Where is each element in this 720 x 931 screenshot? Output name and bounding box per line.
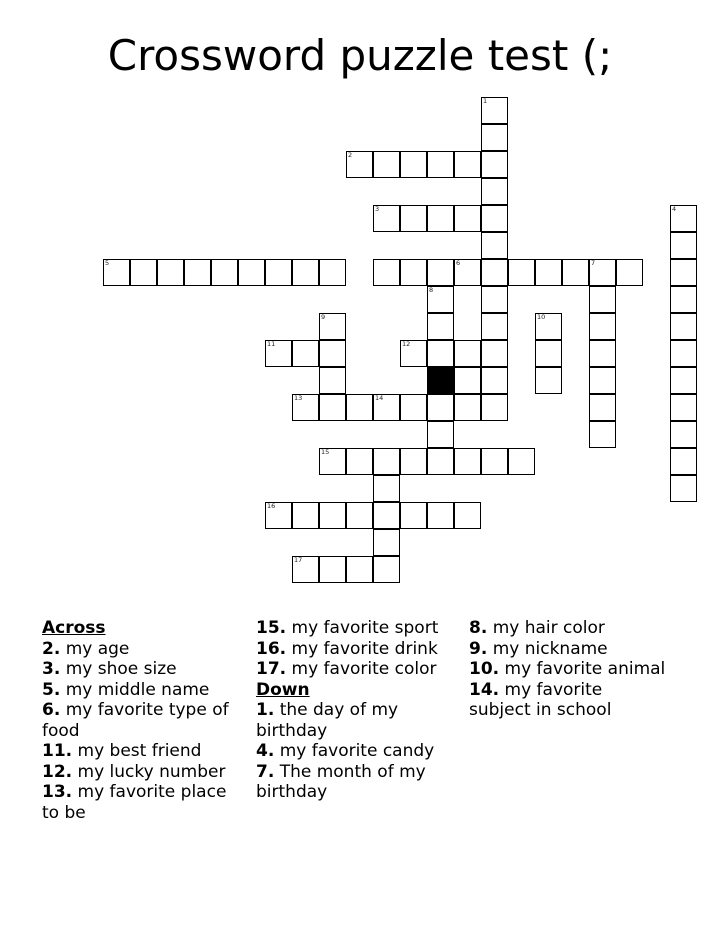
- grid-cell[interactable]: [535, 259, 562, 286]
- clue-text: my favorite color: [291, 659, 437, 679]
- grid-cell[interactable]: [454, 151, 481, 178]
- grid-cell[interactable]: [400, 448, 427, 475]
- clue-text: my shoe size: [65, 659, 177, 679]
- grid-cell[interactable]: [292, 556, 319, 583]
- grid-cell[interactable]: [670, 259, 697, 286]
- clue-number-label: 10: [537, 313, 546, 321]
- grid-cell[interactable]: [481, 448, 508, 475]
- clue-number: 11.: [42, 741, 73, 761]
- clue-number-label: 5: [105, 259, 110, 267]
- clue-number-label: 15: [321, 448, 330, 456]
- grid-cell[interactable]: [670, 421, 697, 448]
- clue-text: my favorite animal: [504, 659, 666, 679]
- grid-cell[interactable]: [400, 259, 427, 286]
- grid-cell[interactable]: [562, 259, 589, 286]
- grid-cell[interactable]: [319, 340, 346, 367]
- clue-down-1: [256, 700, 464, 741]
- grid-cell[interactable]: [265, 502, 292, 529]
- grid-cell[interactable]: [481, 259, 508, 286]
- clue-number: 6.: [42, 700, 61, 720]
- clue-down-7: [256, 762, 464, 803]
- grid-cell[interactable]: [265, 340, 292, 367]
- grid-cell[interactable]: [373, 556, 400, 583]
- grid-cell[interactable]: [454, 502, 481, 529]
- grid-cell[interactable]: [373, 502, 400, 529]
- grid-cell[interactable]: [427, 205, 454, 232]
- clue-number: 16.: [256, 638, 287, 659]
- grid-cell[interactable]: [589, 340, 616, 367]
- grid-cell[interactable]: [373, 448, 400, 475]
- grid-cell[interactable]: [319, 448, 346, 475]
- grid-cell[interactable]: [454, 340, 481, 367]
- grid-cell[interactable]: [481, 124, 508, 151]
- grid-cell[interactable]: [373, 475, 400, 502]
- grid-cell[interactable]: [427, 340, 454, 367]
- clue-number: 8.: [469, 618, 488, 638]
- clue-number: 7.: [256, 761, 275, 782]
- grid-cell[interactable]: [670, 313, 697, 340]
- clue-across-2: [42, 639, 247, 660]
- clue-number-label: 3: [375, 205, 380, 213]
- clue-number: 10.: [469, 659, 500, 679]
- clue-down-8: [469, 618, 669, 639]
- grid-cell[interactable]: [400, 502, 427, 529]
- clue-text: my favorite type of food: [42, 700, 229, 741]
- grid-cell[interactable]: [670, 286, 697, 313]
- page-title: Crossword puzzle test (;: [107, 31, 613, 80]
- clue-text: my favorite place to be: [42, 782, 227, 823]
- grid-cell[interactable]: [427, 448, 454, 475]
- grid-cell[interactable]: [319, 259, 346, 286]
- clue-down-14: [469, 680, 669, 721]
- clue-number: 15.: [256, 618, 287, 638]
- grid-cell[interactable]: [130, 259, 157, 286]
- grid-cell[interactable]: [454, 367, 481, 394]
- grid-cell[interactable]: [481, 151, 508, 178]
- grid-cell[interactable]: [319, 313, 346, 340]
- clue-column-1: [42, 618, 247, 823]
- grid-cell[interactable]: [535, 313, 562, 340]
- grid-cell[interactable]: [481, 97, 508, 124]
- grid-cell[interactable]: [481, 286, 508, 313]
- grid-cell[interactable]: [616, 259, 643, 286]
- clue-text: The month of my birthday: [256, 761, 426, 802]
- clue-number: 1.: [256, 700, 275, 720]
- grid-cell[interactable]: [508, 448, 535, 475]
- grid-cell[interactable]: [292, 502, 319, 529]
- clue-down-10: [469, 659, 669, 680]
- down-heading: Down: [256, 679, 310, 700]
- grid-cell[interactable]: [481, 205, 508, 232]
- grid-cell[interactable]: [481, 232, 508, 259]
- grid-cell[interactable]: [238, 259, 265, 286]
- grid-cell[interactable]: [589, 313, 616, 340]
- grid-cell[interactable]: [346, 448, 373, 475]
- clue-across-11: [42, 741, 247, 762]
- clue-number-label: 11: [267, 340, 276, 348]
- grid-cell[interactable]: [589, 367, 616, 394]
- grid-cell[interactable]: [400, 151, 427, 178]
- grid-cell[interactable]: [427, 421, 454, 448]
- clue-text: my favorite candy: [279, 741, 435, 761]
- grid-cell[interactable]: [211, 259, 238, 286]
- grid-cell[interactable]: [508, 259, 535, 286]
- grid-cell[interactable]: [670, 475, 697, 502]
- clue-text: my favorite subject in school: [469, 679, 612, 720]
- grid-cell[interactable]: [535, 367, 562, 394]
- grid-cell[interactable]: [454, 205, 481, 232]
- grid-cell[interactable]: [400, 205, 427, 232]
- clue-across-13: [42, 782, 247, 823]
- clue-number: 4.: [256, 741, 275, 761]
- clue-text: my middle name: [65, 679, 210, 700]
- grid-cell[interactable]: [535, 340, 562, 367]
- clue-number: 17.: [256, 659, 287, 679]
- clue-text: my favorite sport: [291, 618, 439, 638]
- grid-cell[interactable]: [373, 259, 400, 286]
- grid-cell[interactable]: [670, 232, 697, 259]
- grid-cell[interactable]: [589, 259, 616, 286]
- grid-cell[interactable]: [373, 529, 400, 556]
- grid-cell[interactable]: [454, 259, 481, 286]
- clue-text: my lucky number: [77, 761, 226, 782]
- grid-cell[interactable]: [319, 394, 346, 421]
- grid-cell[interactable]: [589, 421, 616, 448]
- across-heading: Across: [42, 618, 106, 638]
- clue-text: my age: [65, 638, 130, 659]
- clue-column-3: [469, 618, 669, 721]
- grid-cell[interactable]: [427, 151, 454, 178]
- clue-column-2: [256, 618, 464, 803]
- clue-down-4: [256, 741, 464, 762]
- grid-cell[interactable]: [427, 394, 454, 421]
- clue-number-label: 4: [672, 205, 677, 213]
- clue-number-label: 6: [456, 259, 461, 267]
- clue-number-label: 16: [267, 502, 276, 510]
- grid-cell[interactable]: [157, 259, 184, 286]
- grid-cell[interactable]: [670, 205, 697, 232]
- clue-number-label: 8: [429, 286, 434, 294]
- grid-cell[interactable]: [292, 394, 319, 421]
- grid-cell[interactable]: [292, 340, 319, 367]
- grid-cell[interactable]: [589, 286, 616, 313]
- clue-number-label: 9: [321, 313, 326, 321]
- grid-cell[interactable]: [346, 394, 373, 421]
- grid-cell[interactable]: [319, 502, 346, 529]
- clue-text: my hair color: [492, 618, 605, 638]
- grid-cell[interactable]: [373, 394, 400, 421]
- grid-cell[interactable]: [265, 259, 292, 286]
- grid-cell[interactable]: [670, 394, 697, 421]
- clue-across-15: [256, 618, 464, 639]
- clue-across-12: [42, 762, 247, 783]
- grid-cell[interactable]: [481, 340, 508, 367]
- clue-across-3: [42, 659, 247, 680]
- clue-number: 2.: [42, 638, 61, 659]
- grid-cell[interactable]: [103, 259, 130, 286]
- grid-cell[interactable]: [184, 259, 211, 286]
- clue-number-label: 12: [402, 340, 411, 348]
- clue-number-label: 2: [348, 151, 353, 159]
- clue-number-label: 14: [375, 394, 384, 402]
- grid-cell[interactable]: [481, 178, 508, 205]
- grid-cell[interactable]: [400, 394, 427, 421]
- clue-number: 12.: [42, 761, 73, 782]
- grid-cell[interactable]: [346, 502, 373, 529]
- clue-number-label: 13: [294, 394, 303, 402]
- clue-number: 3.: [42, 659, 61, 679]
- grid-cell[interactable]: [454, 394, 481, 421]
- shaded-cell: [427, 367, 454, 394]
- grid-cell[interactable]: [481, 313, 508, 340]
- grid-cell[interactable]: [346, 151, 373, 178]
- grid-cell[interactable]: [427, 286, 454, 313]
- clue-number: 14.: [469, 679, 500, 700]
- grid-cell[interactable]: [481, 367, 508, 394]
- clue-across-6: [42, 700, 247, 741]
- clue-number: 9.: [469, 638, 488, 659]
- clue-number-label: 7: [591, 259, 596, 267]
- grid-cell[interactable]: [670, 367, 697, 394]
- clue-text: my nickname: [492, 638, 608, 659]
- clue-number: 5.: [42, 679, 61, 700]
- grid-cell[interactable]: [319, 367, 346, 394]
- clue-across-17: [256, 659, 464, 680]
- grid-cell[interactable]: [373, 151, 400, 178]
- grid-cell[interactable]: [454, 448, 481, 475]
- clue-down-9: [469, 639, 669, 660]
- grid-cell[interactable]: [427, 313, 454, 340]
- clue-across-5: [42, 680, 247, 701]
- clue-number-label: 1: [483, 97, 488, 105]
- clue-number: 13.: [42, 782, 73, 802]
- grid-cell[interactable]: [427, 502, 454, 529]
- grid-cell[interactable]: [373, 205, 400, 232]
- grid-cell[interactable]: [400, 340, 427, 367]
- clue-across-16: [256, 639, 464, 660]
- grid-cell[interactable]: [346, 556, 373, 583]
- clue-text: my best friend: [77, 741, 202, 761]
- grid-cell[interactable]: [319, 556, 346, 583]
- grid-cell[interactable]: [481, 394, 508, 421]
- grid-cell[interactable]: [589, 394, 616, 421]
- clue-text: my favorite drink: [291, 638, 438, 659]
- grid-cell[interactable]: [427, 259, 454, 286]
- clue-text: the day of my birthday: [256, 700, 399, 741]
- grid-cell[interactable]: [292, 259, 319, 286]
- grid-cell[interactable]: [670, 448, 697, 475]
- clue-number-label: 17: [294, 556, 303, 564]
- grid-cell[interactable]: [670, 340, 697, 367]
